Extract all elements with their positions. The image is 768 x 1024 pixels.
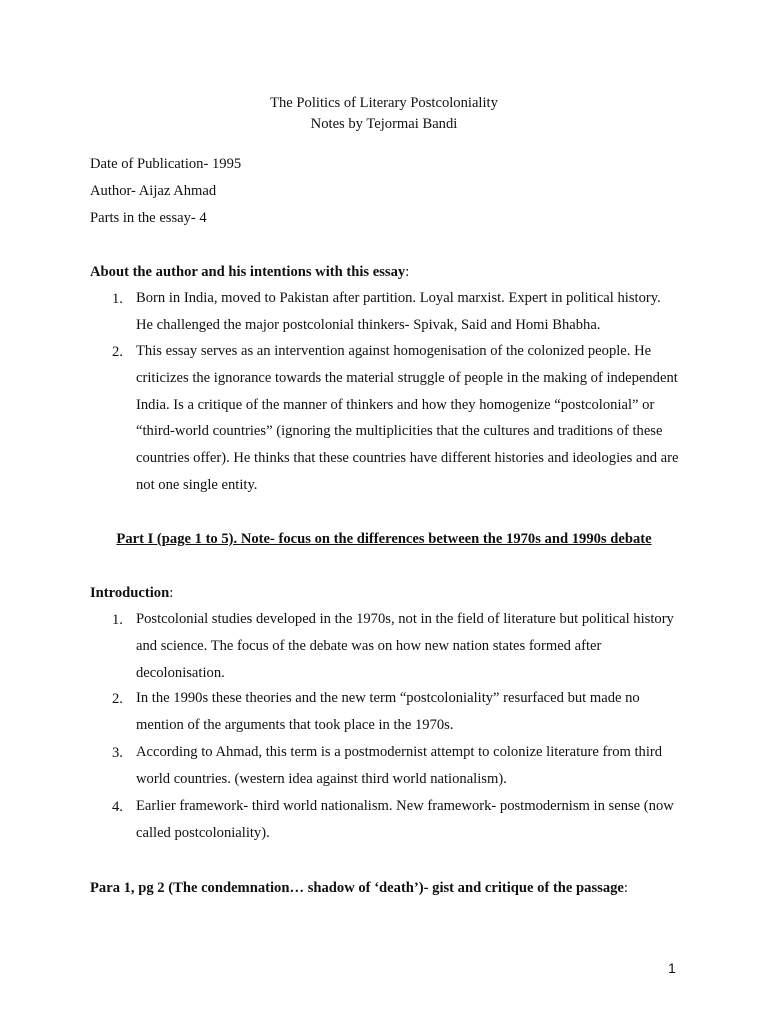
about-item-2-text: This essay serves as an intervention against homogenisation of the colonized people. He criticizes the ignorance towards the material struggle of people in the making of independent India. Is a critique of the manner of thinkers and how they homogenize “postcolonial” or “third-world countries” (ignoring the multiplicities that the cultures and traditions of these countries offer). He thinks that these countries have different histories and ideologies and are not one single entity.	[136, 343, 679, 493]
intro-item-1-number: 1.	[112, 612, 123, 628]
intro-item-2-number: 2.	[112, 691, 123, 707]
para-heading	[90, 878, 628, 898]
intro-item-2-text: In the 1990s these theories and the new term “postcoloniality” resurfaced but made no mention of the arguments that took place in the 1970s.	[136, 690, 640, 733]
para-heading-colon: :	[623, 880, 628, 896]
document-title: The Politics of Literary Postcoloniality	[270, 95, 498, 111]
page-number: 1	[668, 960, 676, 976]
publication-date: Date of Publication- 1995	[90, 156, 242, 172]
author-line: Author- Aijaz Ahmad	[90, 183, 217, 199]
about-heading-colon: :	[405, 264, 410, 280]
para-heading-text: Para 1, pg 2 (The condemnation… shadow of ‘death’)- gist and critique of the passage	[90, 880, 624, 896]
about-item-1-text: Born in India, moved to Pakistan after partition. Loyal marxist. Expert in political history. He challenged the major postcolonial thinkers- Spivak, Said and Homi Bhabha.	[136, 290, 661, 333]
about-item-1-number: 1.	[112, 291, 123, 307]
about-heading-text: About the author and his intentions with this essay	[90, 264, 406, 280]
document-subtitle: Notes by Tejormai Bandi	[310, 116, 458, 132]
intro-item-1-text: Postcolonial studies developed in the 1970s, not in the field of literature but political history and science. The focus of the debate was on how new nation states formed after decolonisation.	[136, 611, 674, 681]
about-item-2-number: 2.	[112, 344, 123, 360]
intro-item-4-number: 4.	[112, 799, 123, 815]
parts-line: Parts in the essay- 4	[90, 210, 207, 226]
introduction-heading	[90, 583, 173, 603]
intro-item-4-text: Earlier framework- third world nationalism. New framework- postmodernism in sense (now called postcoloniality).	[136, 798, 674, 841]
intro-item-3-number: 3.	[112, 745, 123, 761]
introduction-heading-colon: :	[169, 585, 174, 601]
introduction-heading-text: Introduction	[90, 585, 170, 601]
part1-heading: Part I (page 1 to 5). Note- focus on the differences between the 1970s and 1990s debate	[116, 531, 652, 547]
about-heading	[90, 262, 409, 282]
intro-item-3-text: According to Ahmad, this term is a postmodernist attempt to colonize literature from third world countries. (western idea against third world nationalism).	[136, 744, 663, 787]
